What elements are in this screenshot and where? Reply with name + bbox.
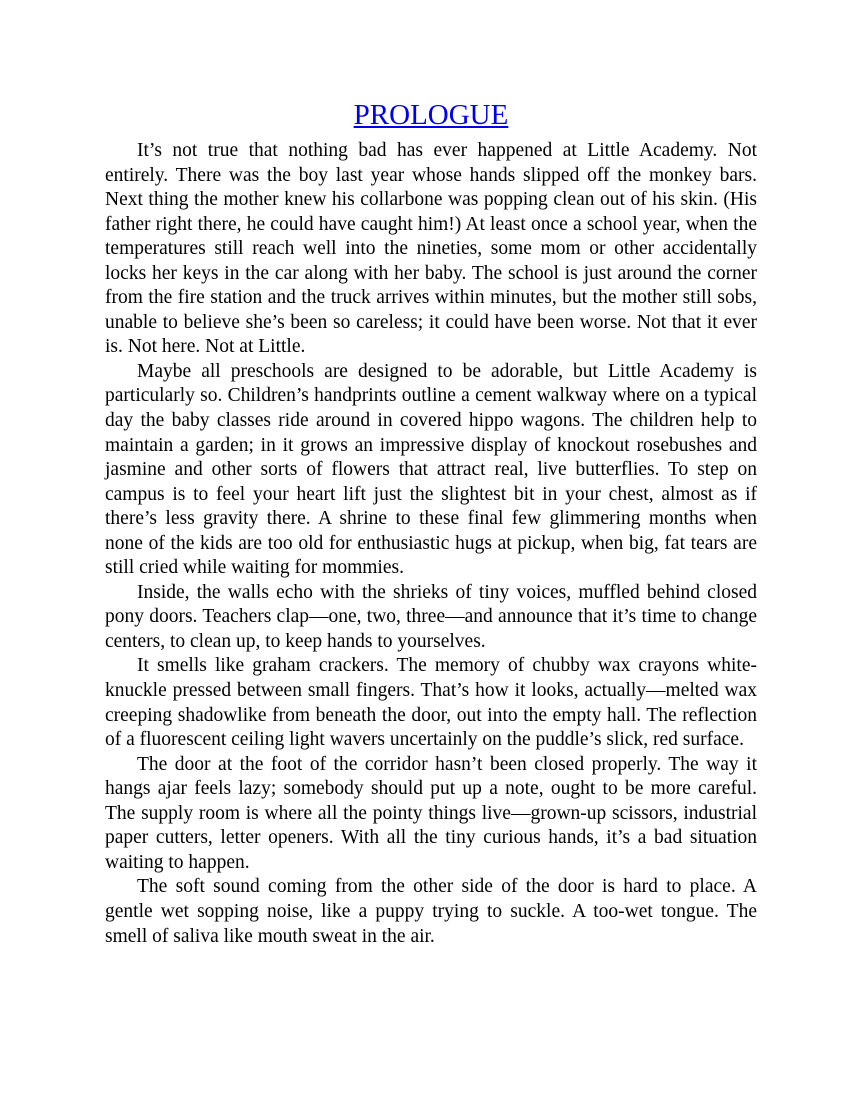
paragraph-3: Inside, the walls echo with the shrieks of tiny voices, muffled behind closed pony doors. Teachers clap—one, two, three—and announce that it’s time to change centers, to clean up, to keep hands to yourselves.: [105, 581, 757, 652]
paragraph-2: Maybe all preschools are designed to be adorable, but Little Academy is particularly so. Children’s handprints outline a cement walkway where on a typical day the baby classes ride around in covered hippo wagons. The children help to maintain a garden; in it grows an impressive display of knockout rosebushes and jasmine and other sorts of flowers that attract real, live butterflies. To step on campus is to feel your heart lift just the slightest bit in your chest, almost as if there’s less gravity there. A shrine to these final few glimmering months when none of the kids are too old for enthusiastic hugs at pickup, when big, fat tears are still cried while waiting for mommies.: [105, 360, 757, 579]
paragraph-4: It smells like graham crackers. The memory of chubby wax crayons white-knuckle pressed between small fingers. That’s how it looks, actually—melted wax creeping shadowlike from beneath the door, out into the empty hall. The reflection of a fluorescent ceiling light wavers uncertainly on the puddle’s slick, red surface.: [105, 655, 757, 751]
paragraph-1: It’s not true that nothing bad has ever happened at Little Academy. Not entirely. There was the boy last year whose hands slipped off the monkey bars. Next thing the mother knew his collarbone was popping clean out of his skin. (His father right there, he could have caught him!) At least once a school year, when the temperatures still reach well into the nineties, some mom or other accidentally locks her keys in the car along with her baby. The school is just around the corner from the fire station and the truck arrives within minutes, but the mother still sobs, unable to believe she’s been so careless; it could have been worse. Not that it ever is. Not here. Not at Little.: [105, 140, 757, 358]
chapter-body: [105, 139, 757, 949]
paragraph-6: The soft sound coming from the other side of the door is hard to place. A gentle wet sopping noise, like a puppy trying to suckle. A too-wet tongue. The smell of saliva like mouth sweat in the air.: [105, 876, 757, 947]
paragraph-5: The door at the foot of the corridor hasn’t been closed properly. The way it hangs ajar feels lazy; somebody should put up a note, ought to be more careful. The supply room is where all the pointy things live—grown-up scissors, industrial paper cutters, letter openers. With all the tiny curious hands, it’s a bad situation waiting to happen.: [105, 753, 757, 873]
chapter-title: [105, 99, 757, 132]
prologue-title-link[interactable]: PROLOGUE: [353, 99, 509, 131]
